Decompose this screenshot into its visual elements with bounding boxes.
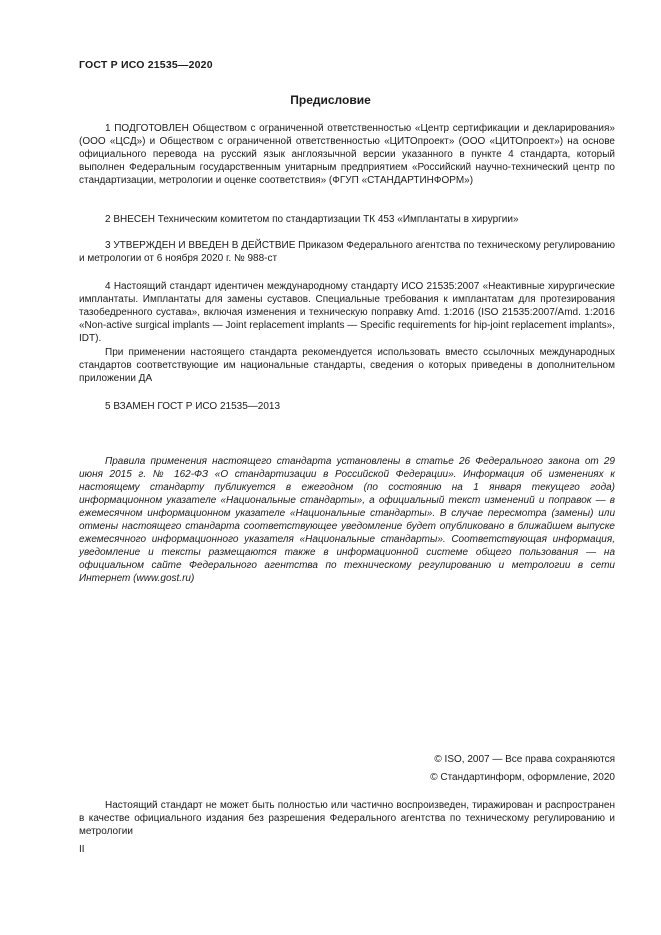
preface-item-5: 5 ВЗАМЕН ГОСТ Р ИСО 21535—2013 <box>105 401 281 412</box>
copyright-standartinform: © Стандартинформ, оформление, 2020 <box>430 772 615 783</box>
preface-item-1: 1 ПОДГОТОВЛЕН Обществом с ограниченной ответственностью «Центр сертификации и декларирования» (ООО «ЦСД») и Обществом с ограниченной ответственностью «ЦИТОпроект» (ООО «ЦИТОпроект») на основе официального перевода на русский язык англоязычной версии указанного в пункте 4 стандарта, который выполнен Федеральным государственным унитарным предприятием «Российский научно-технический центр по стандартизации, метрологии и оценке соответствия» (ФГУП «СТАНДАРТИНФОРМ») <box>79 123 615 186</box>
page-title: Предисловие <box>290 93 371 107</box>
preface-item-4: 4 Настоящий стандарт идентичен международному стандарту ИСО 21535:2007 «Неактивные хирургические имплантаты. Имплантаты для замены суставов. Специальные требования к имплантатам для протезирования тазобедренного сустава», включая изменения и техническую поправку Amd. 1:2016 (ISO 21535:2007/Amd. 1:2016 «Non-active surgical implants — Joint replacement implants — Specific requirements for hip-joint replacement implants», IDT). <box>79 281 615 344</box>
preface-item-3: 3 УТВЕРЖДЕН И ВВЕДЕН В ДЕЙСТВИЕ Приказом Федерального агентства по техническому регулированию и метрологии от 6 ноября 2020 г. № 988-ст <box>79 240 615 264</box>
copyright-iso: © ISO, 2007 — Все права сохраняются <box>434 754 615 765</box>
preface-item-2: 2 ВНЕСЕН Техническим комитетом по стандартизации ТК 453 «Имплантаты в хирургии» <box>105 214 519 225</box>
standard-id: ГОСТ Р ИСО 21535—2020 <box>79 59 213 71</box>
page-number: II <box>79 844 85 855</box>
application-notice: Правила применения настоящего стандарта установлены в статье 26 Федерального закона от 29 июня 2015 г. № 162-ФЗ «О стандартизации в Российской Федерации». Информация об изменениях к настоящему стандарту публикуется в ежегодном (по состоянию на 1 января текущего года) информационном указателе «Национальные стандарты», а официальный текст изменений и поправок — в ежемесячном информационном указателе «Национальные стандарты». В случае пересмотра (замены) или отмены настоящего стандарта соответствующее уведомление будет опубликовано в ближайшем выпуске ежемесячного информационного указателя «Национальные стандарты». Соответствующая информация, уведомление и тексты размещаются также в информационной системе общего пользования — на официальном сайте Федерального агентства по техническому регулированию и метрологии в сети Интернет (www.gost.ru) <box>79 456 615 584</box>
reproduction-notice: Настоящий стандарт не может быть полностью или частично воспроизведен, тиражирован и распространен в качестве официального издания без разрешения Федерального агентства по техническому регулированию и метрологии <box>79 800 615 837</box>
preface-item-4-note: При применении настоящего стандарта рекомендуется использовать вместо ссылочных международных стандартов соответствующие им национальные стандарты, сведения о которых приведены в дополнительном приложении ДА <box>79 347 615 384</box>
